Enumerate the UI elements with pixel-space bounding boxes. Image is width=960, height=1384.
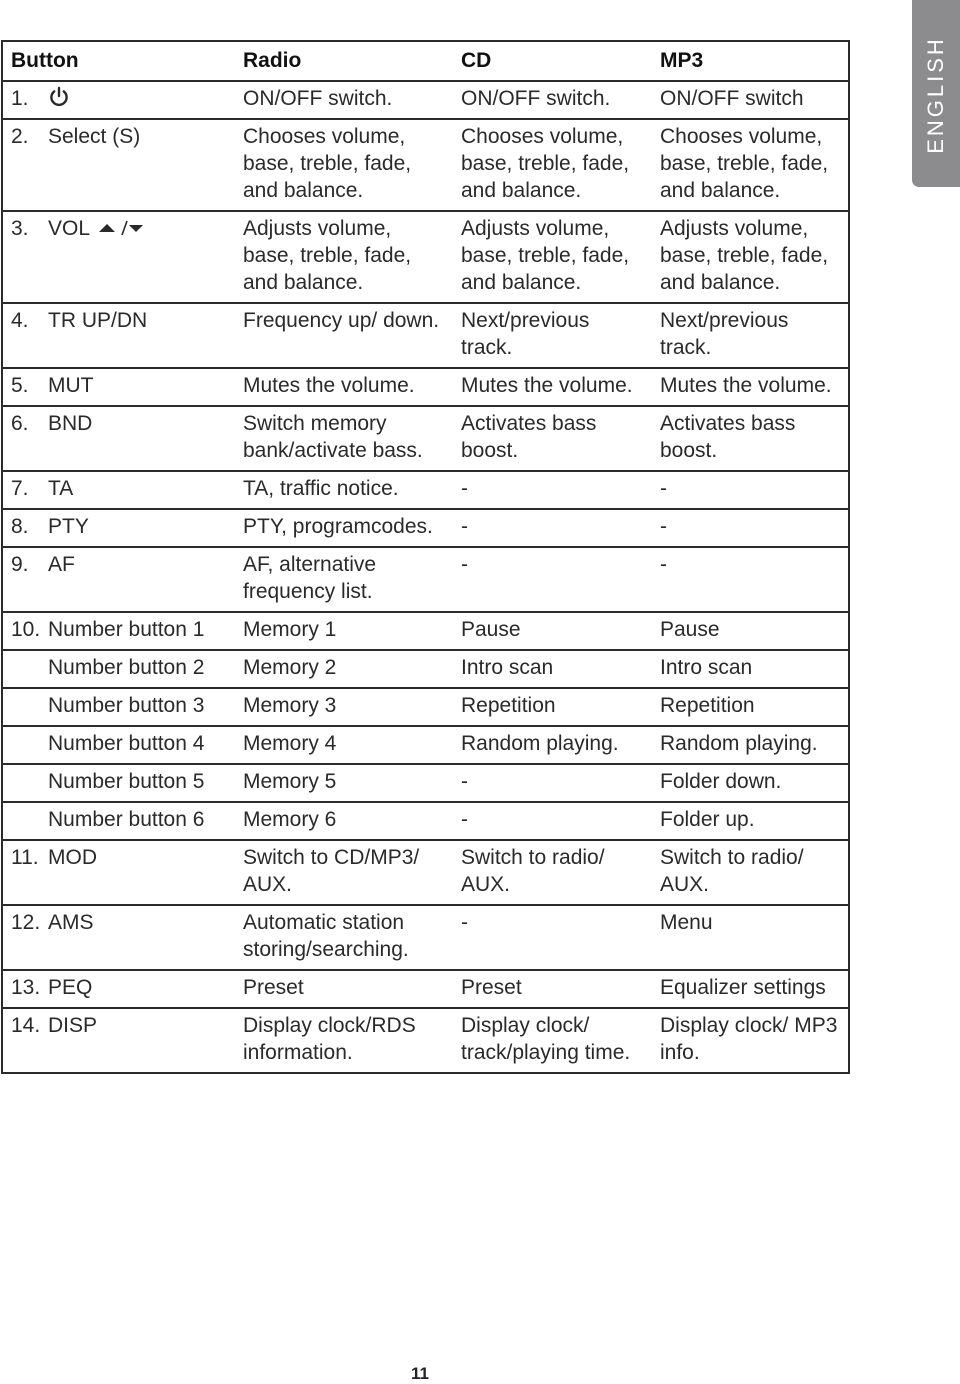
cell-cd: Random playing.	[453, 726, 652, 764]
button-name: TA	[48, 477, 74, 500]
cell-radio: Preset	[235, 970, 453, 1008]
table-row	[2, 368, 849, 406]
button-name: AMS	[48, 911, 94, 934]
cell-cd: Next/previous track.	[453, 303, 652, 368]
cell-radio: Switch to CD/MP3/ AUX.	[235, 840, 453, 905]
cell-button	[2, 840, 235, 905]
cell-cd: Activates bass boost.	[453, 406, 652, 471]
row-number: 4.	[11, 309, 29, 332]
cell-radio: PTY, programcodes.	[235, 509, 453, 547]
cell-button	[2, 119, 235, 211]
language-tab	[912, 0, 960, 187]
cell-mp3: Activates bass boost.	[652, 406, 849, 471]
cell-radio: Memory 1	[235, 612, 453, 650]
cell-cd: -	[453, 905, 652, 970]
row-number: 6.	[11, 412, 29, 435]
cell-cd: -	[453, 764, 652, 802]
cell-button	[2, 905, 235, 970]
cell-cd: Display clock/ track/playing time.	[453, 1008, 652, 1073]
cell-cd: -	[453, 471, 652, 509]
cell-cd: -	[453, 509, 652, 547]
cell-radio: ON/OFF switch.	[235, 81, 453, 119]
row-number: 11.	[11, 846, 39, 869]
row-number: 7.	[11, 477, 29, 500]
cell-radio: Frequency up/ down.	[235, 303, 453, 368]
cell-mp3: Menu	[652, 905, 849, 970]
cell-cd: -	[453, 802, 652, 840]
row-number: 2.	[11, 125, 29, 148]
table-row	[2, 650, 849, 688]
cell-radio: Memory 6	[235, 802, 453, 840]
cell-mp3: -	[652, 509, 849, 547]
table-row	[2, 764, 849, 802]
table-row	[2, 905, 849, 970]
table-body	[2, 81, 849, 1073]
cell-mp3: Equalizer settings	[652, 970, 849, 1008]
cell-button	[2, 1008, 235, 1073]
table-row	[2, 406, 849, 471]
cell-mp3: Repetition	[652, 688, 849, 726]
cell-cd: Mutes the volume.	[453, 368, 652, 406]
table-row	[2, 840, 849, 905]
cell-button	[2, 81, 235, 119]
row-number: 12.	[11, 911, 41, 934]
cell-mp3: Folder up.	[652, 802, 849, 840]
cell-radio: Memory 4	[235, 726, 453, 764]
header-mp3: MP3	[652, 41, 849, 81]
cell-cd: Repetition	[453, 688, 652, 726]
row-number: 5.	[11, 374, 29, 397]
button-name: DISP	[48, 1014, 98, 1037]
cell-cd: Pause	[453, 612, 652, 650]
cell-radio: Memory 3	[235, 688, 453, 726]
language-tab-label: ENGLISH	[923, 36, 948, 154]
cell-button	[2, 764, 235, 802]
table-row	[2, 509, 849, 547]
cell-radio: Automatic station storing/searching.	[235, 905, 453, 970]
cell-mp3: Next/previous track.	[652, 303, 849, 368]
cell-radio: Display clock/RDS information.	[235, 1008, 453, 1073]
cell-mp3: -	[652, 471, 849, 509]
row-number: 3.	[11, 217, 29, 240]
table-row	[2, 471, 849, 509]
row-number: 1.	[11, 87, 29, 110]
cell-mp3: Display clock/ MP3 info.	[652, 1008, 849, 1073]
cell-mp3: Intro scan	[652, 650, 849, 688]
button-name: MUT	[48, 374, 94, 397]
button-name: AF	[48, 553, 75, 576]
cell-mp3: ON/OFF switch	[652, 81, 849, 119]
button-name: Number button 5	[48, 770, 205, 793]
cell-radio: Memory 5	[235, 764, 453, 802]
button-name: VOL	[48, 217, 91, 240]
table-row	[2, 81, 849, 119]
cell-mp3: Adjusts volume, base, treble, fade, and balance.	[652, 211, 849, 303]
cell-mp3: Folder down.	[652, 764, 849, 802]
button-name: Number button 4	[48, 732, 205, 755]
button-name: TR UP/DN	[48, 309, 148, 332]
cell-cd: Switch to radio/ AUX.	[453, 840, 652, 905]
button-name: Number button 1	[48, 618, 205, 641]
cell-button	[2, 211, 235, 303]
cell-button	[2, 303, 235, 368]
cell-radio: Memory 2	[235, 650, 453, 688]
cell-button	[2, 688, 235, 726]
cell-radio: Switch memory bank/activate bass.	[235, 406, 453, 471]
button-name: Select (S)	[48, 125, 141, 148]
table-row	[2, 688, 849, 726]
cell-button	[2, 970, 235, 1008]
row-number: 9.	[11, 553, 29, 576]
cell-mp3: -	[652, 547, 849, 612]
cell-cd: Adjusts volume, base, treble, fade, and balance.	[453, 211, 652, 303]
cell-cd: ON/OFF switch.	[453, 81, 652, 119]
row-number: 8.	[11, 515, 29, 538]
button-name: PTY	[48, 515, 89, 538]
up-down-arrows-icon	[98, 217, 144, 240]
cell-cd: Intro scan	[453, 650, 652, 688]
cell-button	[2, 509, 235, 547]
cell-mp3: Switch to radio/ AUX.	[652, 840, 849, 905]
cell-radio: Mutes the volume.	[235, 368, 453, 406]
header-button: Button	[2, 41, 235, 81]
page-number: 11	[411, 1364, 429, 1383]
table-row	[2, 612, 849, 650]
button-name: MOD	[48, 846, 97, 869]
cell-button	[2, 547, 235, 612]
button-name: PEQ	[48, 976, 93, 999]
cell-mp3: Mutes the volume.	[652, 368, 849, 406]
table-row	[2, 802, 849, 840]
cell-button	[2, 406, 235, 471]
row-number: 13.	[11, 976, 41, 999]
cell-cd: Chooses volume, base, treble, fade, and balance.	[453, 119, 652, 211]
header-radio: Radio	[235, 41, 453, 81]
cell-button	[2, 650, 235, 688]
cell-button	[2, 802, 235, 840]
row-number: 14.	[11, 1014, 41, 1037]
cell-mp3: Pause	[652, 612, 849, 650]
button-name: Number button 6	[48, 808, 205, 831]
cell-radio: AF, alternative frequency list.	[235, 547, 453, 612]
table-row	[2, 119, 849, 211]
table-row	[2, 211, 849, 303]
power-icon	[48, 87, 70, 110]
cell-button	[2, 726, 235, 764]
cell-button	[2, 612, 235, 650]
table-row	[2, 1008, 849, 1073]
cell-radio: Chooses volume, base, treble, fade, and balance.	[235, 119, 453, 211]
table-row	[2, 303, 849, 368]
button-function-table	[1, 40, 850, 1074]
cell-cd: Preset	[453, 970, 652, 1008]
table-row	[2, 547, 849, 612]
header-cd: CD	[453, 41, 652, 81]
cell-mp3: Chooses volume, base, treble, fade, and balance.	[652, 119, 849, 211]
cell-button	[2, 368, 235, 406]
table-row	[2, 726, 849, 764]
table-row	[2, 970, 849, 1008]
cell-cd: -	[453, 547, 652, 612]
cell-radio: TA, traffic notice.	[235, 471, 453, 509]
table-header-row	[2, 41, 849, 81]
cell-mp3: Random playing.	[652, 726, 849, 764]
button-name: Number button 3	[48, 694, 205, 717]
cell-button	[2, 471, 235, 509]
button-name: Number button 2	[48, 656, 205, 679]
row-number: 10.	[11, 618, 41, 641]
cell-radio: Adjusts volume, base, treble, fade, and balance.	[235, 211, 453, 303]
button-name: BND	[48, 412, 93, 435]
